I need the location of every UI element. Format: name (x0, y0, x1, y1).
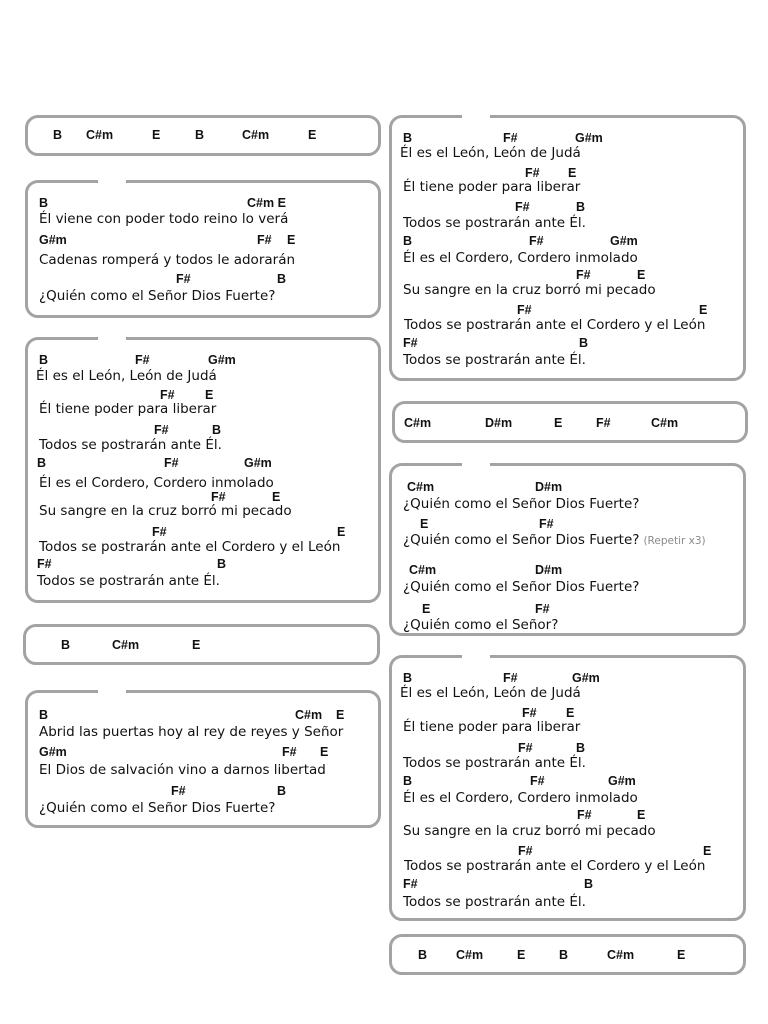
lyric-line: Su sangre en la cruz borró mi pecado (403, 823, 656, 839)
chord: D#m (535, 480, 563, 494)
lyric-line: Él es el Cordero, Cordero inmolado (39, 475, 274, 491)
chord: D#m (535, 563, 563, 577)
chord: B (403, 234, 413, 248)
chord: E (205, 388, 214, 402)
chord: F# (152, 525, 167, 539)
chord: F# (518, 844, 533, 858)
chord: F# (576, 268, 591, 282)
chord: G#m (572, 671, 600, 685)
lyric-line: ¿Quién como el Señor Dios Fuerte? (403, 532, 640, 548)
chord: B (418, 948, 428, 962)
chord: F# (211, 490, 226, 504)
chord: C#m (456, 948, 484, 962)
chord: G#m (610, 234, 638, 248)
chord: G#m (39, 745, 67, 759)
chord: C#m (404, 416, 432, 430)
bridge-box (389, 463, 746, 636)
lyric-line: Todos se postrarán ante el Cordero y el León (39, 539, 341, 555)
chord: E (337, 525, 346, 539)
chord: B (403, 131, 413, 145)
chord: F# (522, 706, 537, 720)
chord: C#m (651, 416, 679, 430)
chord: G#m (39, 233, 67, 247)
lyric-line: Todos se postrarán ante el Cordero y el León (404, 317, 706, 333)
chord: F# (596, 416, 611, 430)
repeat-note: (Repetir x3) (643, 535, 706, 547)
chord: F# (518, 741, 533, 755)
chord: F# (403, 336, 418, 350)
chord: G#m (608, 774, 636, 788)
lyric-line: Él tiene poder para liberar (403, 179, 581, 195)
lyric-line: Todos se postrarán ante Él. (403, 215, 586, 231)
chord: B (195, 128, 205, 142)
lyric-line: Él es el León, León de Judá (400, 685, 581, 701)
chord: C#m (242, 128, 270, 142)
chord: B (576, 741, 586, 755)
chord: C#m (86, 128, 114, 142)
chord: F# (535, 602, 550, 616)
chord: E (336, 708, 345, 722)
chord: F# (539, 517, 554, 531)
chord: C#m (409, 563, 437, 577)
chord: E (152, 128, 161, 142)
chord: F# (503, 131, 518, 145)
lyric-line: Abrid las puertas hoy al rey de reyes y Señor (39, 724, 344, 740)
lyric-line: ¿Quién como el Señor Dios Fuerte? (403, 496, 640, 512)
chord: F# (503, 671, 518, 685)
chord: B (212, 423, 222, 437)
lyric-line: ¿Quién como el Señor? (403, 617, 559, 633)
chord: B (403, 671, 413, 685)
chord: B (53, 128, 63, 142)
chord: F# (160, 388, 175, 402)
intro-chords-box (25, 115, 381, 156)
chord: G#m (244, 456, 272, 470)
chord: B (217, 557, 227, 571)
lyric-line: Él viene con poder todo reino lo verá (39, 211, 289, 227)
lyric-line: ¿Quién como el Señor Dios Fuerte? (39, 800, 276, 816)
chord: E (677, 948, 686, 962)
chord: F# (403, 877, 418, 891)
chord: F# (517, 303, 532, 317)
chord: E (554, 416, 563, 430)
chord: E (699, 303, 708, 317)
chord: E (517, 948, 526, 962)
chord: C#m (112, 638, 140, 652)
lyric-line: Todos se postrarán ante Él. (39, 437, 222, 453)
lyric-line: Todos se postrarán ante Él. (403, 352, 586, 368)
lyric-line: Todos se postrarán ante Él. (403, 755, 586, 771)
chord: E (320, 745, 329, 759)
chord: F# (176, 272, 191, 286)
chord: B (579, 336, 589, 350)
chord: F# (135, 353, 150, 367)
lyric-line: Su sangre en la cruz borró mi pecado (403, 282, 656, 298)
lyric-line: Su sangre en la cruz borró mi pecado (39, 503, 292, 519)
chord: E (422, 602, 431, 616)
verse-2-box (25, 690, 381, 828)
chord: G#m (575, 131, 603, 145)
chord: B (61, 638, 71, 652)
chord: B (277, 272, 287, 286)
chord: E (287, 233, 296, 247)
chord: B (37, 456, 47, 470)
chord: E (637, 808, 646, 822)
chord: B (277, 784, 287, 798)
chord: F# (530, 774, 545, 788)
chord: E (192, 638, 201, 652)
chord: B (559, 948, 569, 962)
lyric-line: ¿Quién como el Señor Dios Fuerte? (403, 579, 640, 595)
chord: B (576, 200, 586, 214)
lyric-line: Él es el Cordero, Cordero inmolado (403, 250, 638, 266)
lyric-line: Él tiene poder para liberar (403, 719, 581, 735)
chorus-1-box (25, 337, 381, 603)
bridge-chords-box (392, 401, 748, 443)
chord: B (39, 353, 49, 367)
interlude-chords-box (23, 624, 380, 665)
chord: F# (257, 233, 272, 247)
chord: F# (529, 234, 544, 248)
outro-chords-box (389, 934, 746, 975)
chord: F# (282, 745, 297, 759)
chorus-3-box (389, 655, 746, 921)
chord: F# (525, 166, 540, 180)
chord: B (584, 877, 594, 891)
lyric-line: Él es el Cordero, Cordero inmolado (403, 790, 638, 806)
lyric-line: Todos se postrarán ante Él. (403, 894, 586, 910)
chord: G#m (208, 353, 236, 367)
lyric-line: Él es el León, León de Judá (400, 145, 581, 161)
lyric-line: Todos se postrarán ante el Cordero y el León (404, 858, 706, 874)
chord: E (272, 490, 281, 504)
chord: E (568, 166, 577, 180)
chord: B (39, 196, 49, 210)
chord: B (39, 708, 49, 722)
chord: C#m (607, 948, 635, 962)
chord: F# (164, 456, 179, 470)
chord: C#m E (247, 196, 286, 210)
chord: E (420, 517, 429, 531)
chord: F# (154, 423, 169, 437)
chord: F# (515, 200, 530, 214)
chord: C#m (295, 708, 323, 722)
chorus-2-box (389, 115, 746, 381)
chord: C#m (407, 480, 435, 494)
chord: D#m (485, 416, 513, 430)
chord: E (637, 268, 646, 282)
lyric-line: ¿Quién como el Señor Dios Fuerte? (39, 288, 276, 304)
chord: E (703, 844, 712, 858)
lyric-line: Él es el León, León de Judá (36, 368, 217, 384)
lyric-line: Todos se postrarán ante Él. (37, 573, 220, 589)
chord: F# (577, 808, 592, 822)
verse-1-box (25, 180, 381, 318)
chord: E (308, 128, 317, 142)
lyric-line: Cadenas romperá y todos le adorarán (39, 252, 296, 268)
lyric-line: Él tiene poder para liberar (39, 401, 217, 417)
chord: B (403, 774, 413, 788)
lyric-with-note (392, 532, 743, 552)
chord: F# (37, 557, 52, 571)
chord: E (566, 706, 575, 720)
lyric-line: El Dios de salvación vino a darnos libertad (39, 762, 326, 778)
chord: F# (171, 784, 186, 798)
